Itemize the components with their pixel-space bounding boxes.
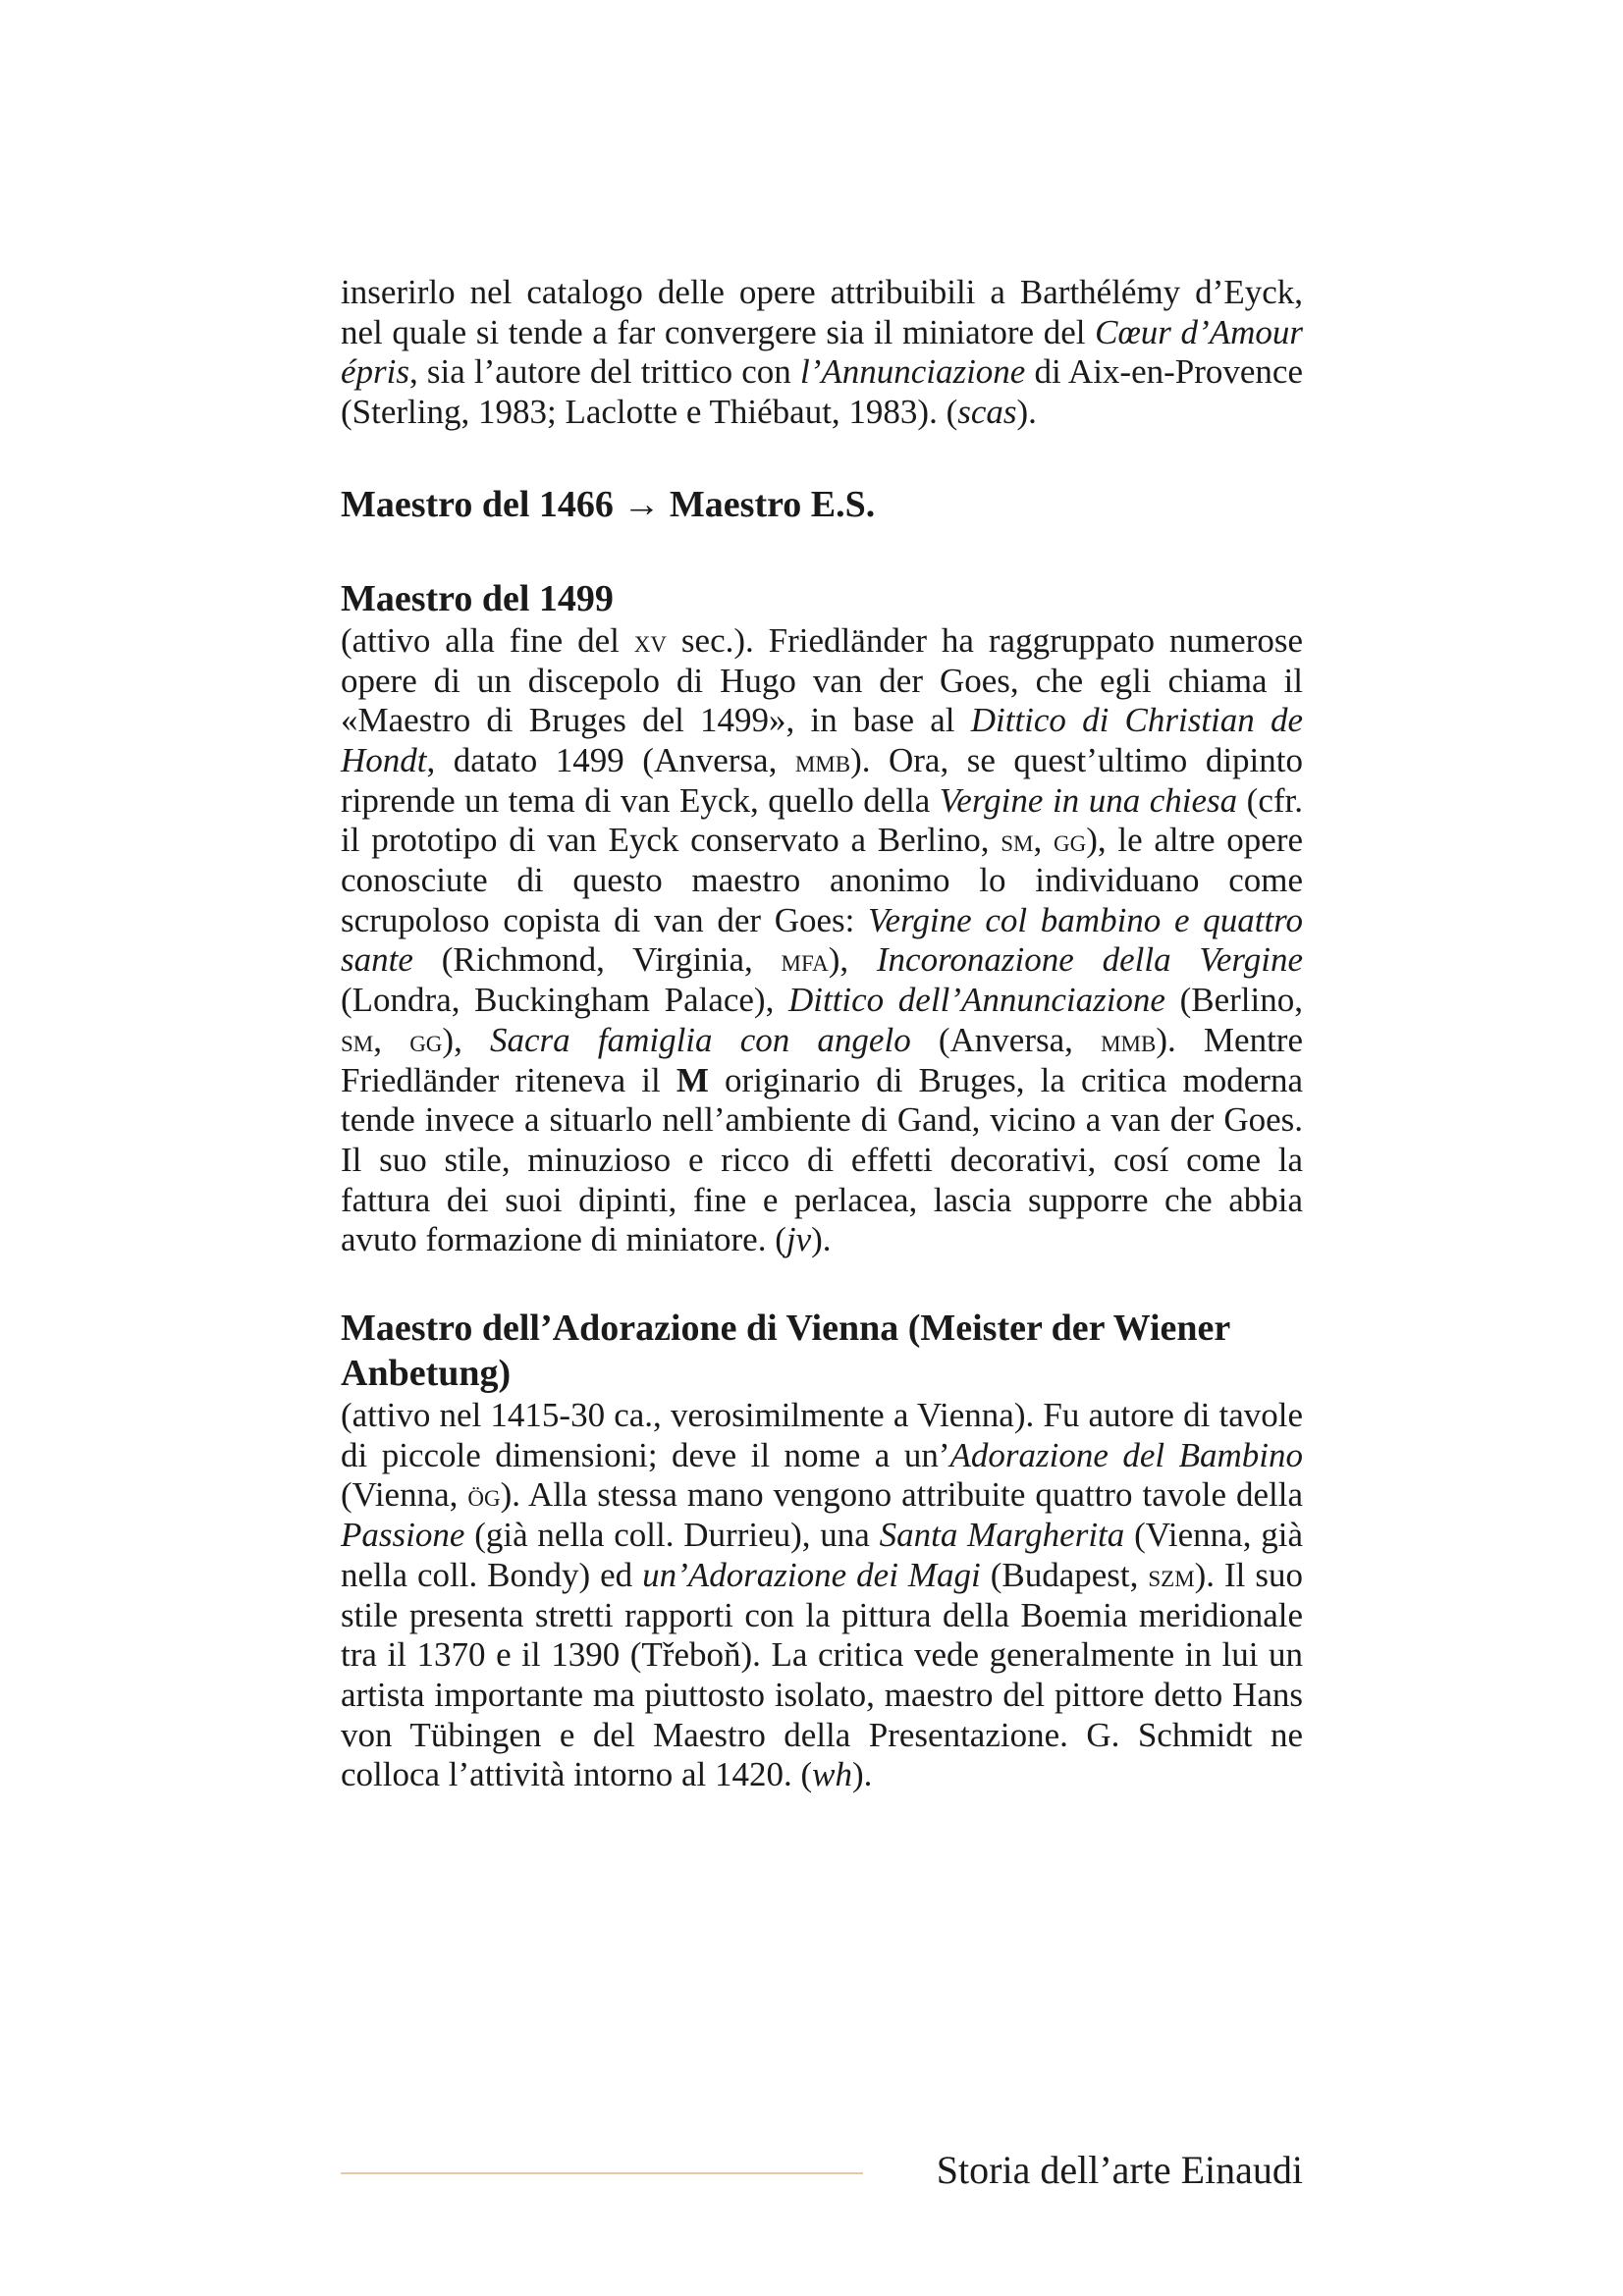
text-run: ), le altre opere conosciute di questo maestro anonimo lo individuano come scrupoloso copista di van der Goes: xyxy=(341,821,1304,939)
entry-heading-maestro-adorazione-vienna: Maestro dell’Adorazione di Vienna (Meister der Wiener Anbetung) xyxy=(341,1308,1230,1395)
text-run: (cfr. il prototipo di van Eyck conservato a Berlino, xyxy=(341,780,1303,860)
italic-title: Sacra famiglia con angelo xyxy=(490,1020,911,1059)
text-run: (già nella coll. Durrieu), una xyxy=(464,1516,880,1555)
text-run: ). Alla stessa mano vengono attribuite quattro tavole della xyxy=(500,1475,1304,1515)
italic-title: Passione xyxy=(341,1516,465,1555)
small-caps-abbr: xv xyxy=(633,622,667,659)
italic-title: Adorazione del Bambino xyxy=(949,1435,1303,1474)
text-run: sec.). Friedländer ha raggruppato numerose opere di un discepolo di Hugo van der Goes, che egli chiama il «Maestro di Bruges del 1499», in base al xyxy=(341,620,1303,740)
text-run: (attivo nel 1415-30 ca., verosimilmente a Vienna). Fu autore di tavole di piccole dimensioni; deve il nome a un’ xyxy=(341,1396,1303,1474)
italic-title: Vergine in una chiesa xyxy=(939,780,1238,820)
small-caps-abbr: ög xyxy=(467,1477,501,1514)
entry-body-maestro-1499 xyxy=(341,621,1303,1260)
text-run: (Londra, Buckingham Palace), xyxy=(341,981,788,1020)
text-run: ). Ora, se quest’ultimo dipinto riprende un tema di van Eyck, quello della xyxy=(341,740,1303,820)
text-run: (Vienna, xyxy=(341,1475,468,1515)
text-run: (attivo alla fine del xyxy=(341,620,634,660)
text-run: (Vienna, già nella coll. Bondy) ed xyxy=(341,1516,1303,1594)
small-caps-abbr: sm xyxy=(1001,823,1034,859)
entry-heading-maestro-1466 xyxy=(341,482,1303,527)
text-run: (Berlino, xyxy=(1164,981,1303,1020)
text-run: ), xyxy=(828,940,877,980)
text-run: , xyxy=(1033,821,1054,860)
text-run: di Aix-en-Provence (Sterling, 1983; Laclotte e Thiébaut, 1983). ( xyxy=(341,352,1303,432)
cross-reference-arrow-icon: → xyxy=(622,483,661,525)
page-body xyxy=(341,273,1303,1795)
italic-title: l’Annunciazione xyxy=(799,352,1026,392)
text-run: (Anversa, xyxy=(910,1020,1102,1059)
footer-publisher: Storia dell’arte Einaudi xyxy=(936,2148,1303,2192)
text-run: ). xyxy=(852,1755,873,1794)
italic-title: Dittico di Christian de Hondt xyxy=(341,701,1303,779)
entry-body-maestro-adorazione-vienna xyxy=(341,1396,1303,1795)
author-initials: scas xyxy=(957,393,1017,432)
small-caps-abbr: gg xyxy=(1054,823,1087,859)
text-run: , xyxy=(373,1020,410,1059)
small-caps-abbr: mfa xyxy=(781,942,829,979)
intro-paragraph xyxy=(341,273,1303,433)
italic-title: Incoronazione della Vergine xyxy=(876,940,1303,980)
entry-heading-maestro-1499: Maestro del 1499 xyxy=(341,577,614,619)
text-run: ). Mentre Friedländer riteneva il xyxy=(341,1020,1304,1099)
small-caps-abbr: sm xyxy=(341,1022,374,1058)
italic-title: Vergine col bambino e quattro sante xyxy=(341,900,1303,980)
italic-title: Dittico dell’Annunciazione xyxy=(787,981,1165,1020)
text-run: originario di Bruges, la critica moderna tende invece a situarlo nell’ambiente di Gand, vicino a van der Goes. Il suo stile, minuzioso e ricco di effetti decorativi, cosí come la fattura dei suoi dipinti, fine e perlacea, lascia supporre che abbia avuto formazione di miniatore. ( xyxy=(341,1060,1303,1259)
small-caps-abbr: gg xyxy=(409,1022,443,1058)
text-run: , datato 1499 (Anversa, xyxy=(426,740,795,779)
author-initials: wh xyxy=(812,1755,852,1794)
text-run: ). xyxy=(1016,393,1037,432)
text-run: ). Il suo stile presenta stretti rapporti con la pittura della Boemia meridionale tra il 1370 e il 1390 (Třeboň). La critica vede generalmente in lui un artista importante ma piuttosto isolato, maestro del pittore detto Hans von Tübingen e del Maestro della Presentazione. G. Schmidt ne colloca l’attività intorno al 1420. ( xyxy=(341,1555,1303,1794)
italic-title: Cœur d’Amour épris xyxy=(341,312,1303,392)
small-caps-abbr: szm xyxy=(1148,1557,1195,1593)
text-run: ). xyxy=(811,1220,832,1259)
italic-title: Santa Margherita xyxy=(879,1516,1125,1555)
bold-abbr: M xyxy=(676,1060,709,1099)
heading-text: Maestro del 1466 xyxy=(341,483,614,525)
author-initials: jv xyxy=(785,1220,812,1259)
text-run: , sia l’autore del trittico con xyxy=(409,352,800,392)
text-run: ), xyxy=(442,1020,491,1059)
footer-rule xyxy=(341,2172,863,2174)
text-run: inserirlo nel catalogo delle opere attribuibili a Barthélémy d’Eyck, nel quale si tende a far convergere sia il miniatore del xyxy=(341,273,1303,351)
cross-reference-target: Maestro E.S. xyxy=(669,483,876,525)
text-run: (Richmond, Virginia, xyxy=(412,940,782,980)
small-caps-abbr: mmb xyxy=(794,742,851,778)
small-caps-abbr: mmb xyxy=(1101,1022,1157,1058)
italic-title: un’Adorazione dei Magi xyxy=(642,1555,981,1594)
text-run: (Budapest, xyxy=(980,1555,1149,1594)
